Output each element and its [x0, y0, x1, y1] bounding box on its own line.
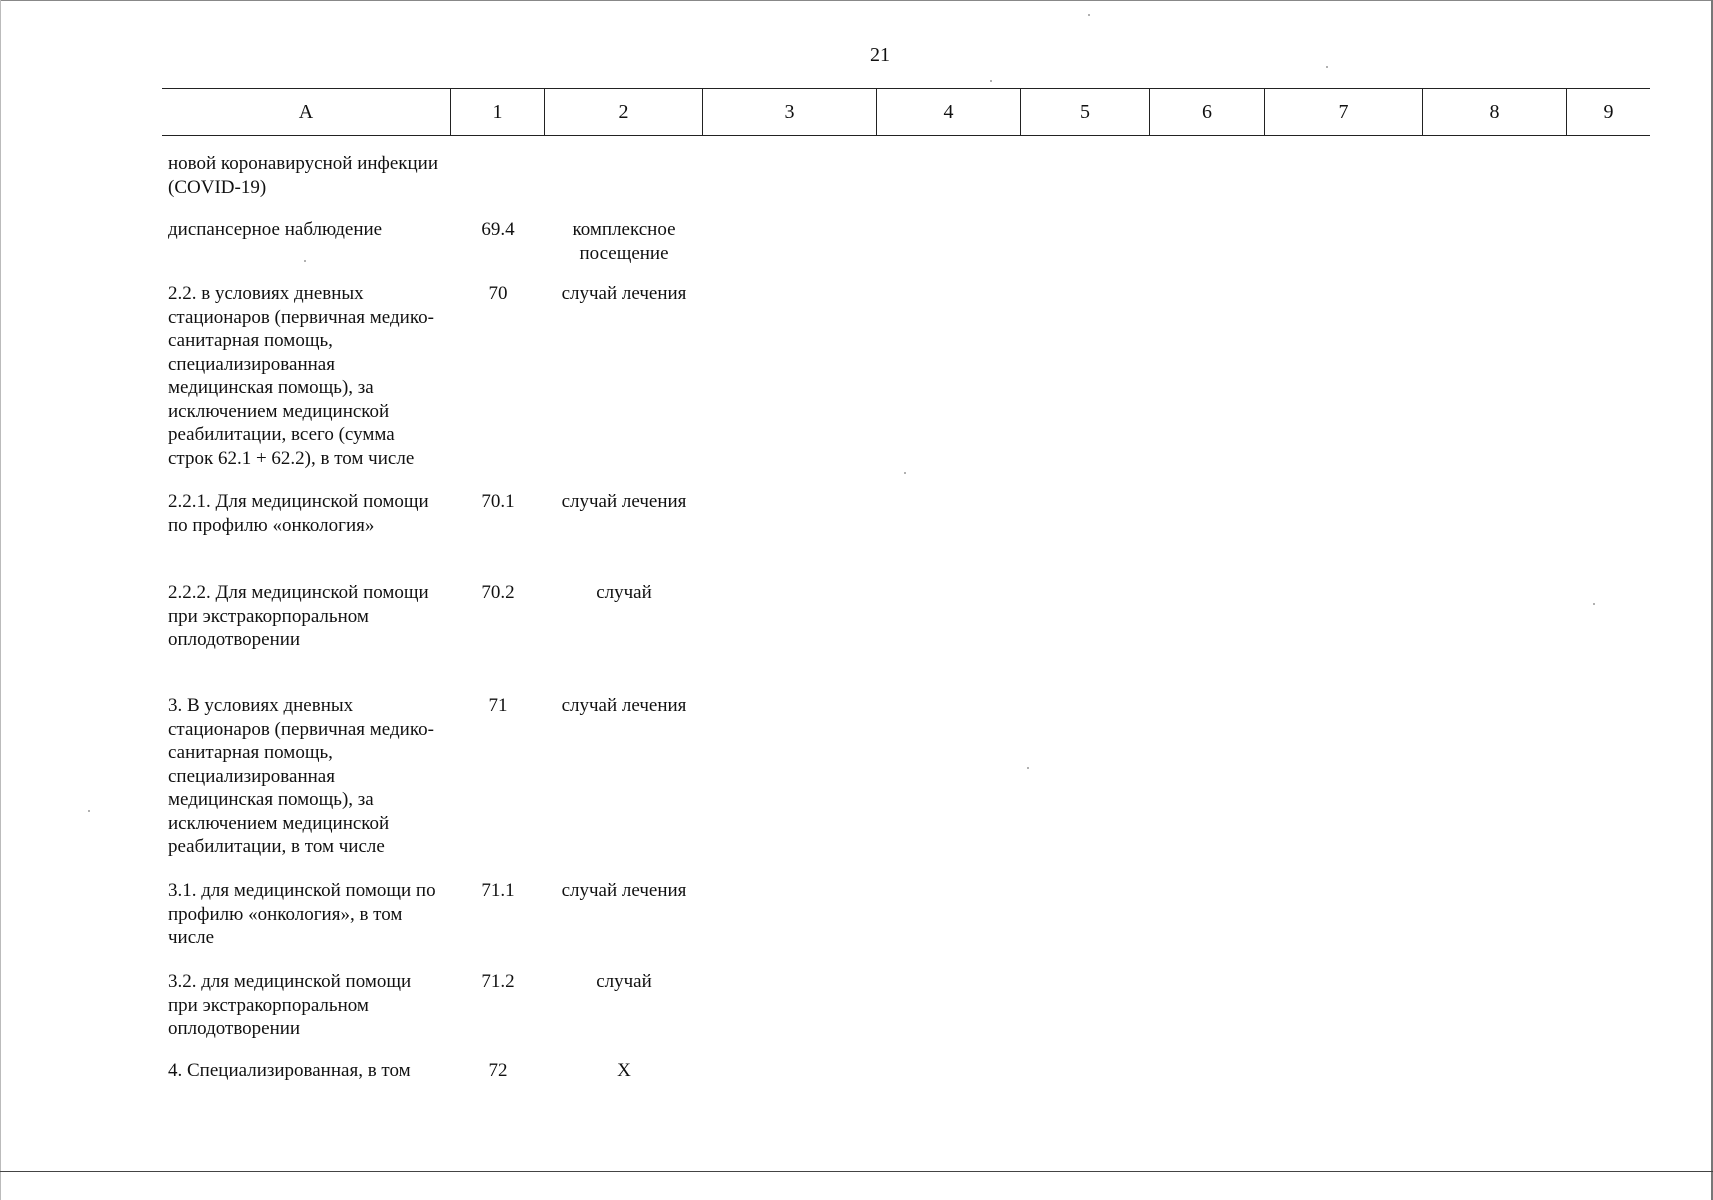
row-name: 3.1. для медицинской помощи по профилю «онкология», в том числе	[168, 880, 436, 948]
row-code	[451, 152, 545, 218]
row-code: 71.2	[481, 971, 515, 992]
row-name: новой коронавирусной инфекции (COVID-19)	[168, 153, 439, 198]
row-code: 70.2	[481, 582, 515, 603]
scan-speck	[88, 810, 90, 812]
row-code: 71	[488, 695, 508, 716]
table-row	[162, 218, 1650, 282]
scan-speck	[1326, 66, 1328, 68]
row-unit: случай лечения	[561, 283, 687, 304]
row-unit	[545, 152, 703, 218]
row-name: 3.2. для медицинской помощи при экстракорпоральном оплодотворении	[168, 971, 412, 1039]
header-cell-9: 9	[1603, 100, 1614, 123]
header-cell-6: 6	[1150, 89, 1265, 135]
scan-speck	[1088, 14, 1090, 16]
header-cell-7: 7	[1265, 89, 1423, 135]
row-name: 2.2.1. Для медицинской помощи по профилю «онкология»	[168, 491, 429, 536]
table-body	[162, 152, 1650, 1089]
scan-speck	[990, 80, 992, 82]
scan-speck	[1027, 767, 1029, 769]
row-unit: случай лечения	[561, 491, 687, 512]
table-row	[162, 1059, 1650, 1089]
table-header-row	[162, 88, 1650, 136]
header-cell-3: 3	[703, 89, 877, 135]
row-code: 69.4	[481, 219, 515, 240]
header-cell-1: 1	[451, 89, 545, 135]
row-unit: комплексное посещение	[572, 219, 676, 264]
row-unit: случай лечения	[561, 880, 687, 901]
left-edge-rule	[0, 0, 1, 1200]
header-cell-2: 2	[545, 89, 703, 135]
row-name: 3. В условиях дневных стационаров (первичная медико-санитарная помощь, специализированная медицинская помощь), за исключением медицинской реабилитации, в том числе	[168, 695, 434, 857]
row-name: 2.2. в условиях дневных стационаров (первичная медико-санитарная помощь, специализированная медицинская помощь), за исключением медицинской реабилитации, всего (сумма строк 62.1 + 62.2), в том числе	[168, 283, 434, 469]
header-cell-5: 5	[1021, 89, 1150, 135]
scan-speck	[304, 260, 306, 262]
row-name: 2.2.2. Для медицинской помощи при экстракорпоральном оплодотворении	[168, 582, 429, 650]
table-row	[162, 490, 1650, 581]
header-cell-8: 8	[1423, 89, 1567, 135]
table-row	[162, 581, 1650, 694]
row-name: диспансерное наблюдение	[168, 219, 383, 240]
scan-speck	[1593, 603, 1595, 605]
row-code: 70.1	[481, 491, 515, 512]
table-row	[162, 694, 1650, 879]
bottom-edge-rule	[0, 1171, 1713, 1172]
row-code: 70	[488, 283, 508, 304]
page-number: 21	[870, 44, 890, 66]
row-unit: случай лечения	[561, 695, 687, 716]
top-edge-rule	[0, 0, 1713, 1]
table-row	[162, 970, 1650, 1059]
table-row	[162, 879, 1650, 970]
table-row	[162, 282, 1650, 490]
row-name: 4. Специализированная, в том	[168, 1060, 411, 1081]
row-unit: случай	[596, 971, 652, 992]
table-row	[162, 152, 1650, 218]
row-code: 72	[488, 1060, 508, 1081]
row-code: 71.1	[481, 880, 515, 901]
scan-speck	[904, 472, 906, 474]
row-unit: случай	[596, 582, 652, 603]
header-cell-a: А	[162, 89, 451, 135]
header-cell-4: 4	[877, 89, 1021, 135]
row-unit: Х	[617, 1060, 631, 1081]
